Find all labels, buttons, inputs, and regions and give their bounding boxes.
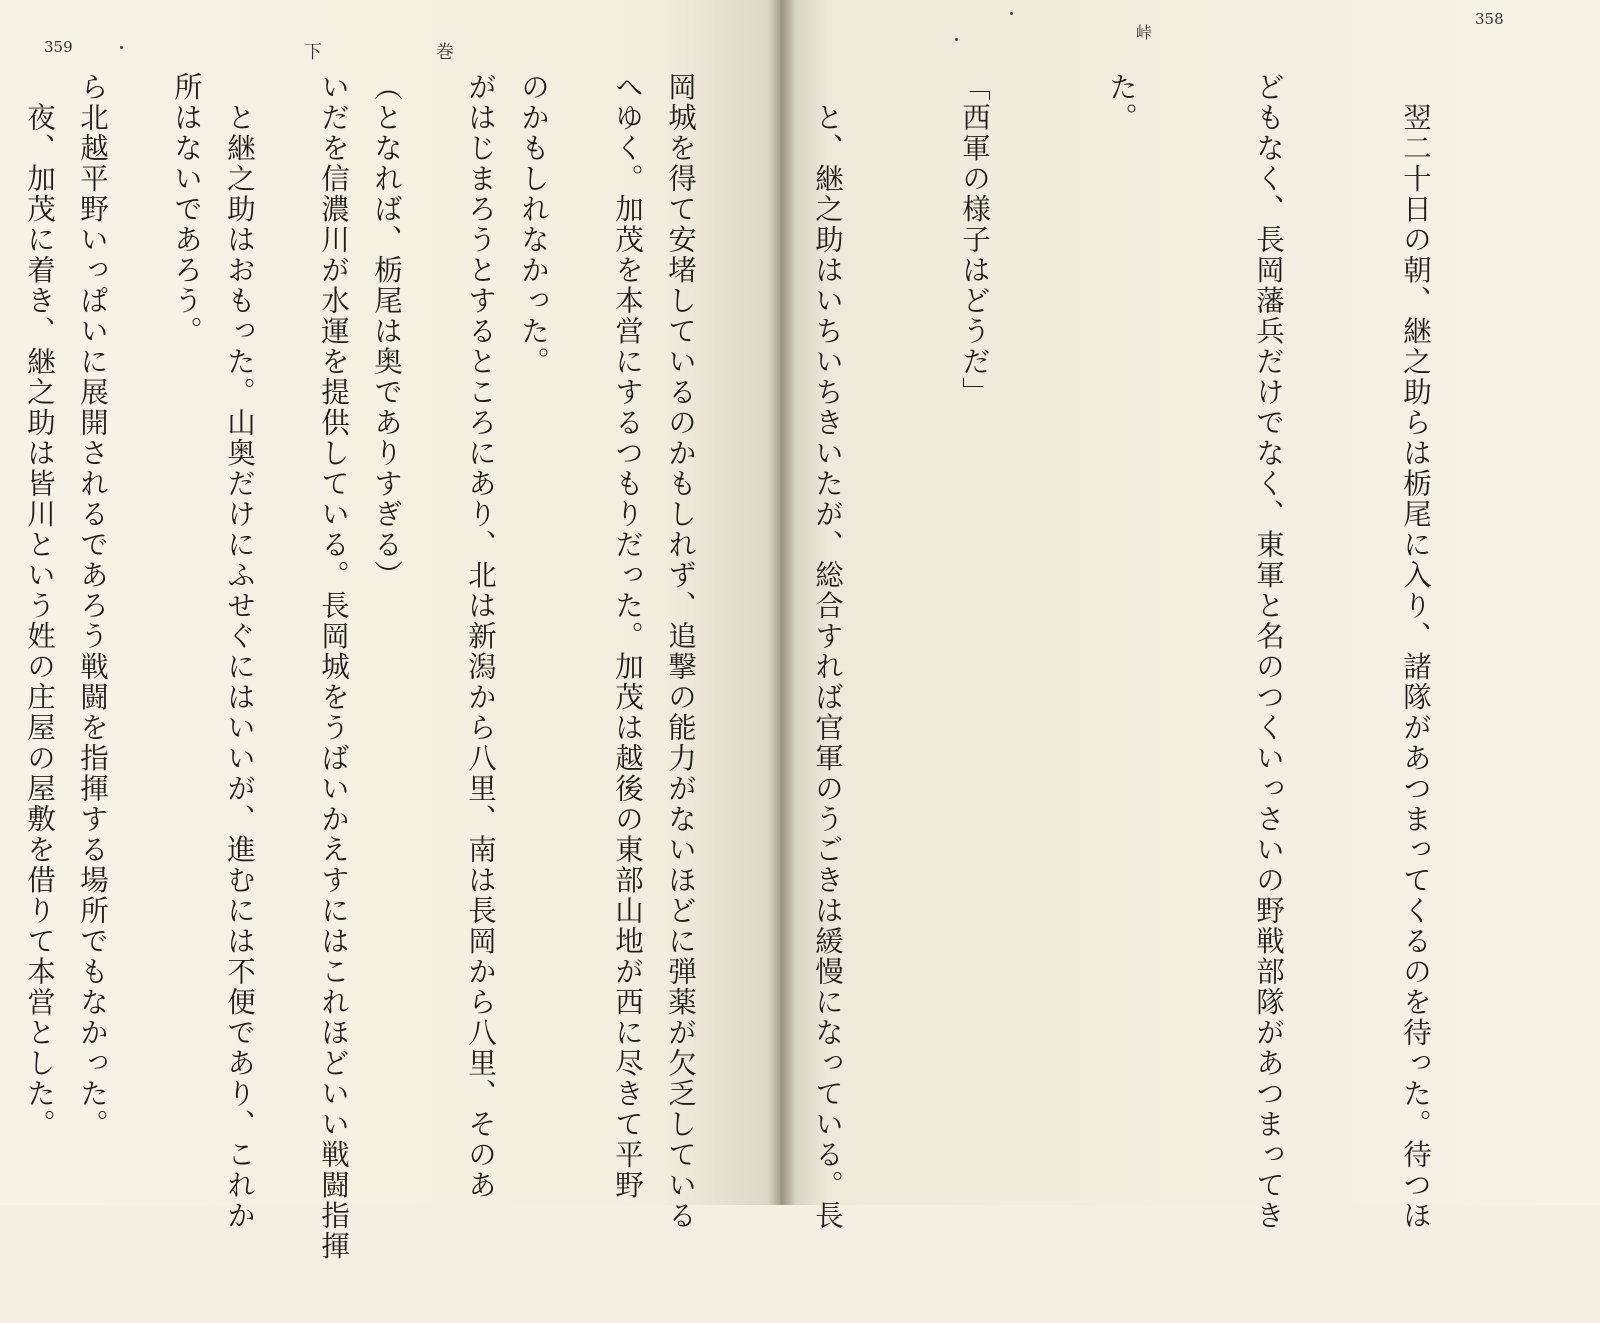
right-page-number: 358 [1475,10,1504,28]
text-line: どもなく、長岡藩兵だけでなく、東軍と名のつくいっさいの野戦部隊があつまってき [1252,72,1285,1231]
right-running-head: 峠 [1136,23,1153,42]
text-line: のかもしれなかった。 [517,72,550,377]
text-line: 岡城を得て安堵しているのかもしれず、追撃の能力がないほどに弾薬が欠乏している [664,72,697,1231]
left-page-number: 359 [44,38,73,56]
text-line: と、継之助はいちいちきいたが、総合すれば官軍のうごきは緩慢になっている。長 [811,72,844,1231]
text-line: た。 [1105,72,1138,133]
text-line: （となれば、栃尾は奥でありすぎる） [370,72,403,591]
running-head-char: 巻 [436,42,458,63]
left-running-head [304,38,458,64]
running-head-char: 下 [304,42,326,63]
dust-speck [120,46,123,49]
left-page-body [23,72,750,1262]
text-line: ら北越平野いっぱいに展開されるであろう戦闘を指揮する場所でもなかった。 [76,72,109,1140]
dust-speck [955,38,958,41]
text-line: 「西軍の様子はどうだ」 [958,72,991,408]
text-line: 所はないであろう。 [170,72,203,347]
dust-speck [1010,12,1013,15]
text-line: がはじまろうとするところにあり、北は新潟から八里、南は長岡から八里、そのあ [464,72,497,1201]
text-line: いだを信濃川が水運を提供している。長岡城をうばいかえすにはこれほどいい戦闘指揮 [317,72,350,1262]
text-line: 翌二十日の朝、継之助らは栃尾に入り、諸隊があつまってくるのを待った。待つほ [1399,72,1432,1231]
text-line: 夜、加茂に着き、継之助は皆川という姓の庄屋の屋敷を借りて本営とした。 [23,72,56,1140]
text-line: と継之助はおもった。山奥だけにふせぐにはいいが、進むには不便であり、これか [223,72,256,1231]
text-line: へゆく。加茂を本営にするつもりだった。加茂は越後の東部山地が西に尽きて平野 [611,72,644,1201]
